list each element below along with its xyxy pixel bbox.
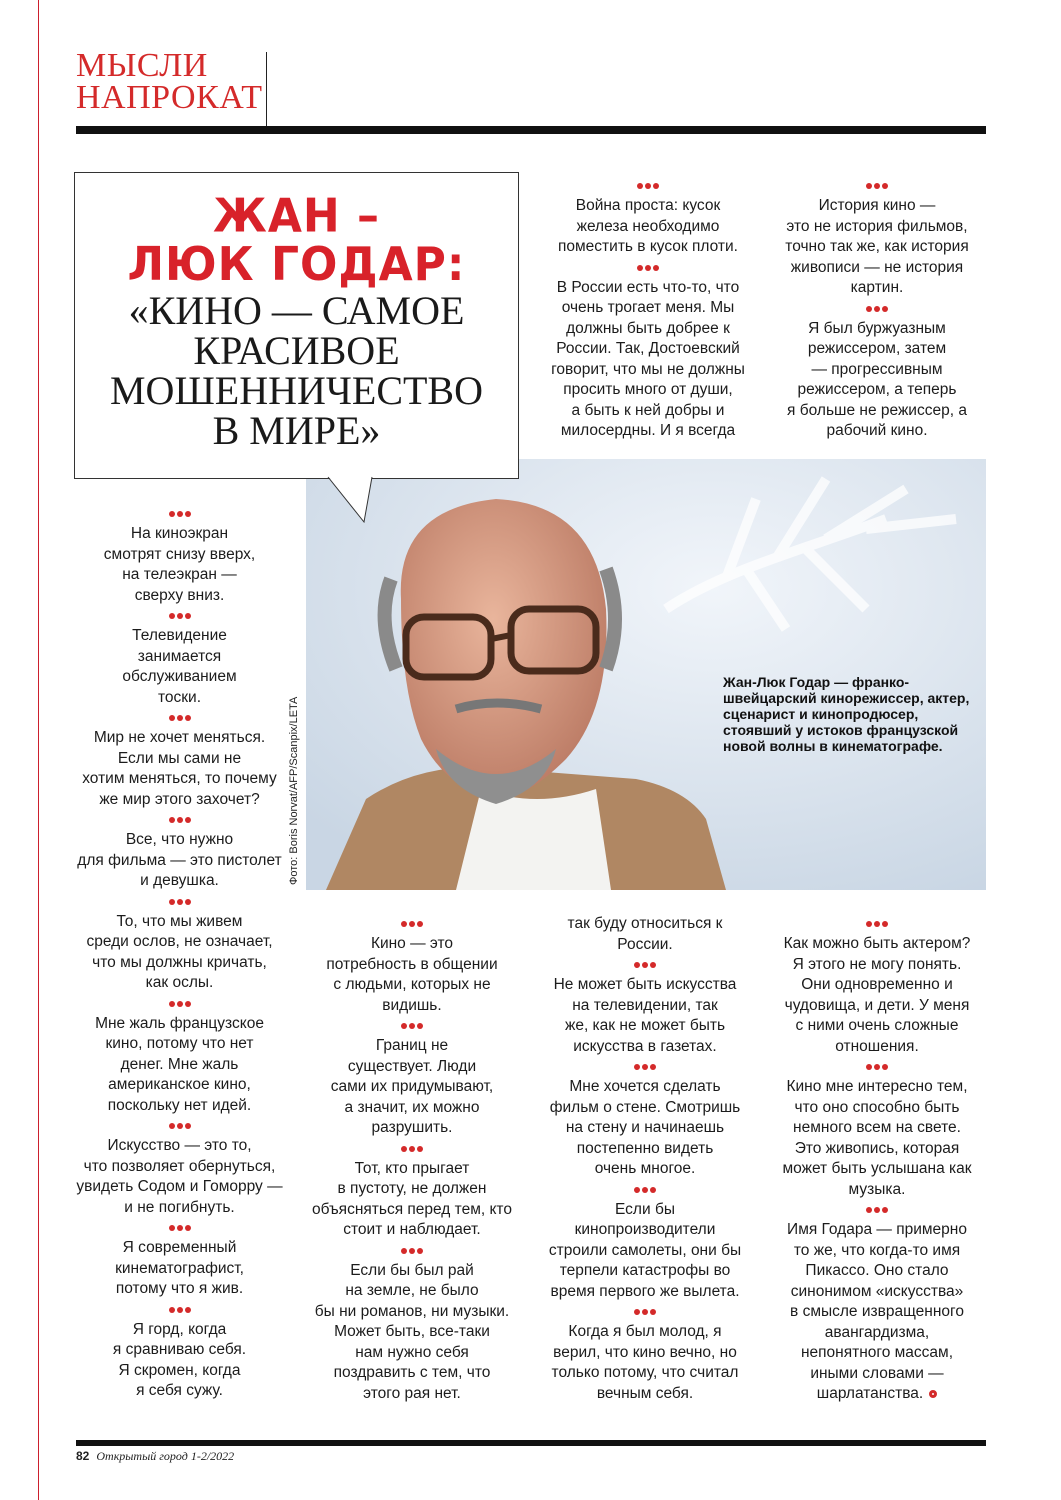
quote-line: говорит, что мы не должны bbox=[551, 360, 745, 378]
quote bbox=[72, 1116, 287, 1218]
quote-line: — прогрессивным bbox=[811, 360, 943, 378]
quote-line: постепенно видеть bbox=[576, 1139, 714, 1157]
quote bbox=[72, 1300, 287, 1402]
quote-line: Тот, кто прыгает bbox=[354, 1159, 470, 1177]
quote-line: Кино мне интересно тем, bbox=[786, 1078, 968, 1095]
quote-line: а значит, их можно bbox=[344, 1098, 480, 1116]
quote-line: Как можно быть актером? bbox=[783, 935, 971, 952]
quotes-bottom-4 bbox=[766, 914, 988, 1405]
quote-line: иными словами — bbox=[810, 1364, 944, 1382]
quote-line: так буду относиться к bbox=[567, 915, 723, 932]
quote-line: синонимом «искусства» bbox=[790, 1282, 964, 1300]
quote-line: как ослы. bbox=[145, 974, 214, 991]
left-margin-rule bbox=[38, 0, 39, 1500]
bullet-dots-icon bbox=[534, 1302, 756, 1322]
bullet-dots-icon bbox=[72, 1218, 287, 1238]
quote-line: объясняться перед тем, кто bbox=[312, 1200, 512, 1218]
quote-line: Война проста: кусок bbox=[575, 197, 721, 214]
quote-line: живописи — не история bbox=[790, 258, 964, 276]
quote-line: То, что мы живем bbox=[116, 912, 243, 930]
quote bbox=[538, 176, 758, 258]
page-number: 82 bbox=[76, 1449, 90, 1463]
quotes-top-center bbox=[538, 176, 758, 442]
quote-line: стоит и наблюдает. bbox=[343, 1221, 481, 1238]
quote-line: Если бы bbox=[615, 1200, 675, 1218]
bullet-dots-icon bbox=[760, 299, 994, 319]
quote-line: очень трогает меня. Мы bbox=[561, 299, 735, 316]
quote-line: милосердны. И я всегда bbox=[560, 422, 736, 439]
quote-line: Мне хочется сделать bbox=[569, 1078, 721, 1095]
quote-line: Я этого не могу понять. bbox=[792, 955, 962, 973]
quote-line: хотим меняться, то почему bbox=[82, 770, 277, 787]
quote-line: тоски. bbox=[157, 688, 202, 706]
quote-line: чудовища, и дети. У меня bbox=[784, 996, 970, 1014]
quote-line: режиссером, затем bbox=[807, 340, 947, 357]
rubric-line: НАПРОКАТ bbox=[76, 79, 263, 116]
quote bbox=[72, 892, 287, 994]
quote-line: Кино — это bbox=[370, 935, 454, 952]
quote bbox=[534, 1302, 756, 1404]
quote-line: обслуживанием bbox=[122, 668, 237, 685]
quotes-bottom-2 bbox=[300, 914, 524, 1404]
quote bbox=[760, 176, 994, 299]
quote-line: поскольку нет идей. bbox=[107, 1096, 252, 1114]
quote-line: Когда я был молод, я bbox=[568, 1323, 722, 1340]
quote-line: для фильма — это пистолет bbox=[77, 851, 282, 869]
quote-line: и не погибнуть. bbox=[124, 1198, 235, 1216]
quote-line: занимается bbox=[137, 647, 222, 665]
bullet-dots-icon bbox=[300, 1139, 524, 1159]
quote-line: Если бы был рай bbox=[350, 1261, 474, 1279]
quote-line: на телеэкран — bbox=[122, 566, 237, 583]
quote bbox=[300, 1139, 524, 1241]
quote-line: вечным себя. bbox=[596, 1384, 694, 1402]
quote-line: с людьми, которых не bbox=[333, 976, 491, 993]
quote-line: бы ни романов, ни музыки. bbox=[314, 1302, 510, 1320]
rubric-title bbox=[76, 47, 263, 116]
bullet-dots-icon bbox=[766, 1200, 988, 1220]
bullet-dots-icon bbox=[72, 1300, 287, 1320]
bullet-dots-icon bbox=[300, 1016, 524, 1036]
bullet-dots-icon bbox=[72, 994, 287, 1014]
quote-line: Я горд, когда bbox=[132, 1320, 227, 1338]
quote-line: потребность в общении bbox=[326, 955, 498, 973]
quote-line: это не история фильмов, bbox=[786, 217, 968, 235]
photo-caption: Жан-Люк Годар — франко-швейцарский кинорежиссер, актер, сценарист и кинопродюсер, стоявший у истоков французской новой волны в кинематографе. bbox=[723, 674, 970, 754]
rubric-line: МЫСЛИ bbox=[76, 47, 208, 84]
quote-line: Телевидение bbox=[132, 627, 227, 644]
quote-line: Мне жаль французское bbox=[95, 1014, 264, 1032]
quote-line: кинопроизводители bbox=[574, 1221, 716, 1238]
headline-quote-line: «КИНО — САМОЕ bbox=[128, 288, 465, 333]
quote-line: а быть к ней добры и bbox=[571, 401, 725, 419]
quote-line: непонятного массам, bbox=[800, 1344, 954, 1361]
page-footer bbox=[76, 1449, 234, 1464]
quote bbox=[72, 810, 287, 892]
bullet-dots-icon bbox=[534, 1180, 756, 1200]
quote-line: рабочий кино. bbox=[826, 422, 928, 439]
quote-line: терпели катастрофы во bbox=[559, 1262, 731, 1279]
quote-line: Это живопись, которая bbox=[794, 1139, 960, 1157]
bullet-dots-icon bbox=[72, 892, 287, 912]
quote-line: кинематографист, bbox=[115, 1259, 244, 1277]
quote-line: кино, потому что нет bbox=[105, 1035, 254, 1052]
quote-line: что оно способно быть bbox=[794, 1098, 960, 1116]
end-of-article-icon bbox=[929, 1390, 937, 1398]
quote-line: верил, что кино вечно, но bbox=[553, 1343, 737, 1361]
quote-line: Пикассо. Оно стало bbox=[805, 1262, 949, 1279]
quote-line: Мир не хочет меняться. bbox=[93, 729, 266, 746]
quote-line: время первого же вылета. bbox=[550, 1282, 740, 1300]
quote-line: просить много от души, bbox=[563, 381, 733, 398]
quote-line: только потому, что считал bbox=[551, 1364, 739, 1381]
quote bbox=[760, 299, 994, 442]
quote bbox=[72, 994, 287, 1117]
quote-line: я сравниваю себя. bbox=[112, 1341, 247, 1358]
quote-line: фильм о стене. Смотришь bbox=[549, 1098, 741, 1116]
quote bbox=[766, 1057, 988, 1200]
quote-line: точно так же, как история bbox=[785, 238, 969, 255]
quote-line: с ними очень сложные bbox=[795, 1017, 959, 1034]
quote bbox=[300, 914, 524, 1016]
quote-line: История кино — bbox=[818, 197, 936, 214]
quote-line: Не может быть искусства bbox=[553, 976, 737, 993]
quote bbox=[534, 914, 756, 955]
quote-line: На киноэкран bbox=[130, 525, 229, 542]
quote bbox=[766, 1200, 988, 1405]
quote-line: то же, что когда-то имя bbox=[793, 1241, 961, 1259]
quote-line: строили самолеты, они бы bbox=[548, 1241, 742, 1259]
quote-line: денег. Мне жаль bbox=[120, 1055, 239, 1073]
quote bbox=[72, 708, 287, 810]
quote-line: России. Так, Достоевский bbox=[556, 340, 740, 357]
quote-line: Границ не bbox=[375, 1037, 449, 1054]
quote-line: же, как не может быть bbox=[564, 1017, 726, 1034]
quote-line: Я скромен, когда bbox=[118, 1361, 241, 1379]
quote-line: этого рая нет. bbox=[363, 1384, 461, 1402]
quote-line: на земле, не было bbox=[345, 1282, 479, 1299]
photo-credit: Фото: Boris Norvat/AFP/Scanpix/LETA bbox=[288, 696, 300, 885]
quote bbox=[766, 914, 988, 1057]
quote bbox=[534, 1180, 756, 1303]
headline-name-line: ЛЮК ГОДАР: bbox=[127, 237, 466, 292]
quote bbox=[72, 504, 287, 606]
quote-line: поздравить с тем, что bbox=[333, 1364, 491, 1381]
quote-line: отношения. bbox=[835, 1037, 919, 1055]
bullet-dots-icon bbox=[766, 1057, 988, 1077]
quote-line: смотрят снизу вверх, bbox=[103, 545, 256, 563]
bullet-dots-icon bbox=[300, 914, 524, 934]
quote-line: существует. Люди bbox=[347, 1057, 477, 1075]
headline-name-line: ЖАН – bbox=[212, 189, 381, 244]
headline-quote bbox=[75, 288, 518, 453]
quote-line: В России есть что-то, что bbox=[556, 278, 740, 296]
quote-line: железа необходимо bbox=[576, 217, 720, 235]
header-rule bbox=[76, 126, 986, 134]
bullet-dots-icon bbox=[72, 810, 287, 830]
bullet-dots-icon bbox=[534, 1057, 756, 1077]
quote-line: поместить в кусок плоти. bbox=[558, 238, 738, 255]
rubric-divider bbox=[266, 52, 267, 126]
bullet-dots-icon bbox=[760, 176, 994, 196]
quote-line: авангардизма, bbox=[824, 1323, 930, 1341]
quote bbox=[300, 1241, 524, 1405]
bullet-dots-icon bbox=[72, 606, 287, 626]
headline-quote-line: МОШЕННИЧЕСТВО bbox=[109, 368, 483, 413]
quote-line: я больше не режиссер, а bbox=[787, 401, 967, 419]
quote-line: Может быть, все-таки bbox=[334, 1323, 490, 1340]
quote bbox=[72, 606, 287, 708]
quote-line: что позволяет обернуться, bbox=[83, 1157, 276, 1175]
quote-line: на телевидении, так bbox=[572, 996, 718, 1014]
quote-line: сверху вниз. bbox=[134, 586, 225, 604]
quote-line: нам нужно себя bbox=[355, 1343, 469, 1361]
quote-line: американское кино, bbox=[108, 1076, 251, 1093]
quote bbox=[300, 1016, 524, 1139]
quote-line: картин. bbox=[850, 279, 904, 296]
quote-line: Если мы сами не bbox=[117, 749, 242, 767]
bullet-dots-icon bbox=[72, 708, 287, 728]
magazine-issue: Открытый город 1-2/2022 bbox=[96, 1449, 235, 1463]
quotes-top-right bbox=[760, 176, 994, 442]
quote-line: увидеть Содом и Гоморру — bbox=[76, 1178, 283, 1195]
quote-line: очень многое. bbox=[594, 1160, 696, 1177]
footer-rule bbox=[76, 1440, 986, 1446]
quote-line: шарлатанства. bbox=[766, 1384, 988, 1405]
quote-line: потому что я жив. bbox=[115, 1280, 244, 1297]
quote-line: Все, что нужно bbox=[125, 831, 234, 848]
quote bbox=[534, 955, 756, 1057]
headline-quote-line: В МИРЕ» bbox=[212, 408, 381, 453]
quote-line: должны быть добрее к bbox=[566, 319, 730, 337]
quote-line: же мир этого захочет? bbox=[99, 790, 260, 808]
quote-line: среди ослов, не означает, bbox=[86, 933, 273, 950]
quote-line: разрушить. bbox=[371, 1119, 453, 1136]
quote-line: сами их придумывают, bbox=[330, 1078, 494, 1095]
bullet-dots-icon bbox=[766, 914, 988, 934]
quote-line: Искусство — это то, bbox=[107, 1137, 252, 1154]
quote-line: в смысле извращенного bbox=[790, 1303, 964, 1320]
bullet-dots-icon bbox=[538, 258, 758, 278]
quote bbox=[534, 1057, 756, 1180]
quote-line: Они одновременно и bbox=[801, 976, 953, 993]
quote-line: Я современный bbox=[122, 1239, 237, 1256]
quotes-left bbox=[72, 504, 287, 1402]
quote-line: Я был буржуазным bbox=[808, 319, 946, 337]
quote-line: Имя Годара — примерно bbox=[787, 1221, 967, 1238]
quote-line: на стену и начинаешь bbox=[565, 1119, 725, 1136]
quote-line: может быть услышана как bbox=[782, 1160, 972, 1177]
quotes-bottom-3 bbox=[534, 914, 756, 1404]
quote bbox=[538, 258, 758, 442]
quote-line: я себя сужу. bbox=[136, 1382, 223, 1399]
headline-box bbox=[74, 172, 519, 479]
headline-quote-line: КРАСИВОЕ bbox=[193, 328, 400, 373]
quote-line: видишь. bbox=[382, 996, 442, 1014]
quote-line: в пустоту, не должен bbox=[337, 1180, 487, 1197]
quote-line: режиссером, а теперь bbox=[797, 381, 957, 398]
quote-line: музыка. bbox=[848, 1180, 906, 1198]
bullet-dots-icon bbox=[538, 176, 758, 196]
bullet-dots-icon bbox=[534, 955, 756, 975]
quote-line: немного всем на свете. bbox=[793, 1119, 961, 1136]
quote-line: искусства в газетах. bbox=[573, 1037, 717, 1055]
quote-line: что мы должны кричать, bbox=[92, 953, 267, 971]
quote bbox=[72, 1218, 287, 1300]
bullet-dots-icon bbox=[72, 1116, 287, 1136]
headline-name bbox=[75, 189, 518, 292]
quote-line: России. bbox=[617, 935, 673, 953]
quote-line: и девушка. bbox=[140, 872, 219, 889]
bullet-dots-icon bbox=[72, 504, 287, 524]
bullet-dots-icon bbox=[300, 1241, 524, 1261]
